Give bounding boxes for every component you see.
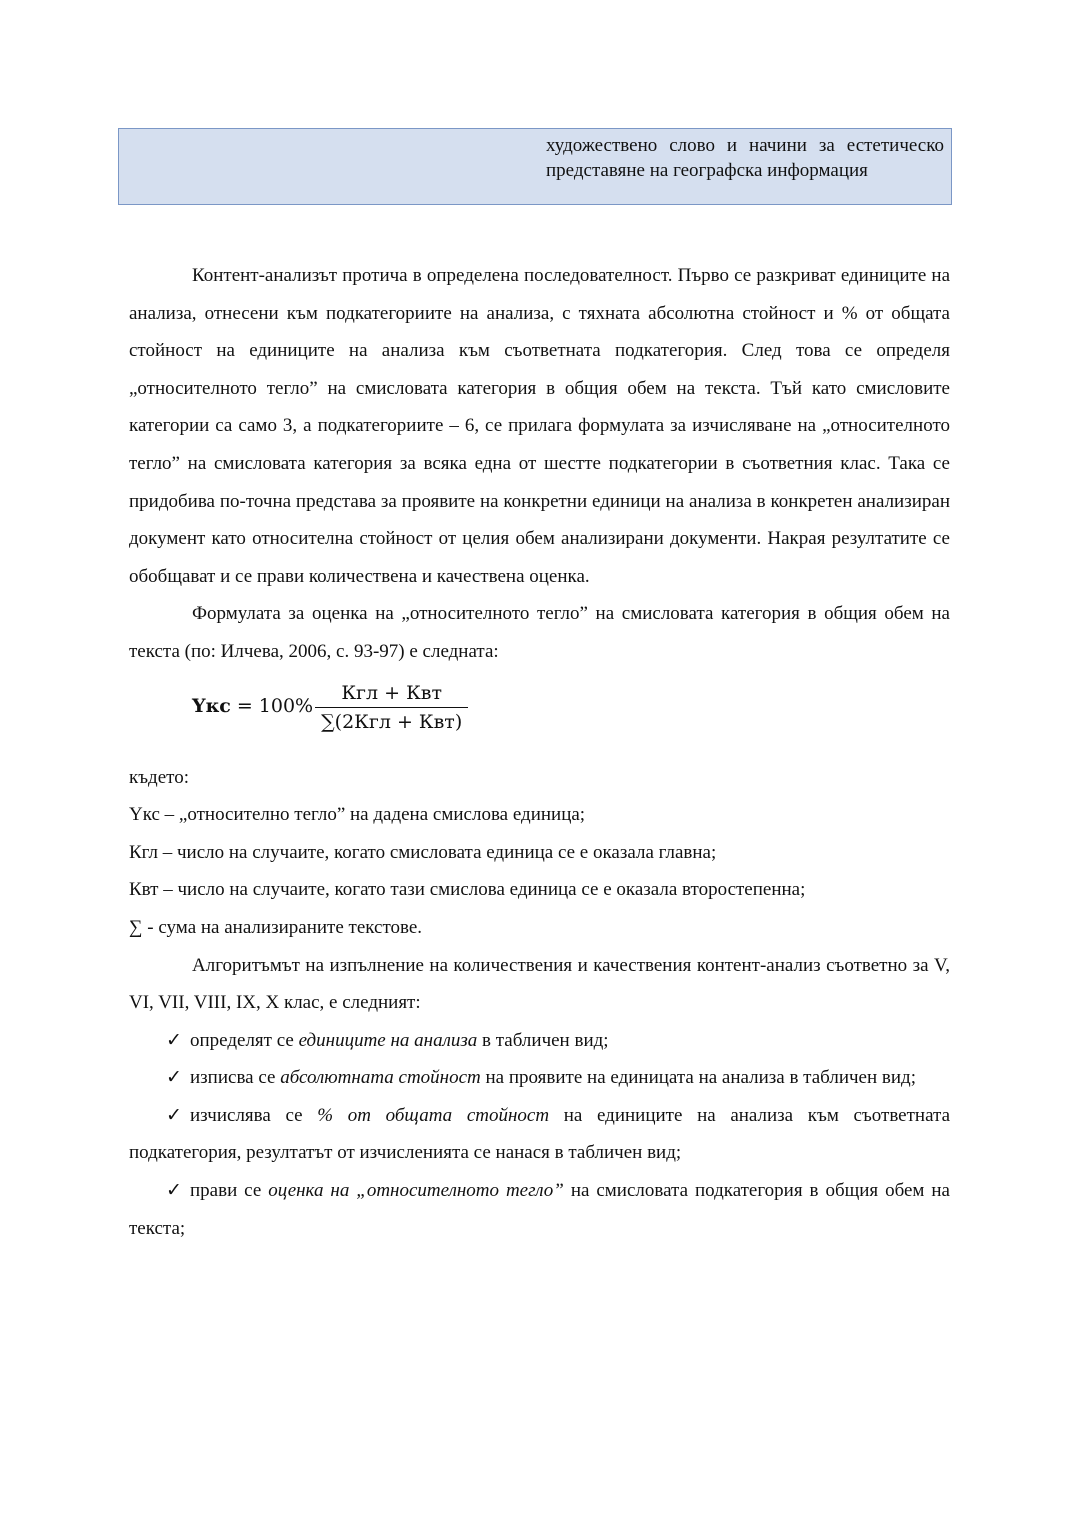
table-cell-right: художествено слово и начини за естетическо представяне на географска информация — [546, 135, 944, 181]
list-item — [129, 1172, 950, 1247]
definition-kgl: Кгл – число на случаите, когато смисловата единица се е оказала главна; — [129, 841, 717, 863]
list-item-emphasis: оценка на „относителното тегло” — [268, 1180, 564, 1202]
formula-denominator: ∑(2Кгл + Квт) — [321, 710, 463, 733]
list-item-text: прави се — [190, 1180, 269, 1202]
formula-fraction — [315, 679, 468, 736]
list-item-emphasis: % от общата стойност — [317, 1104, 550, 1126]
paragraph-formula-intro: Формулата за оценка на „относителното тегло” на смисловата категория в общия обем на текста (по: Илчева, 2006, с. 93-97) е следната: — [129, 603, 950, 662]
formula-factor: 100% — [258, 695, 314, 718]
definition-sum: ∑ - сума на анализираните текстове. — [129, 916, 423, 938]
list-item-text: на единиците на анализа към съответната подкатегория, резултатът от изчисленията се нанася в табличен вид; — [129, 1104, 950, 1164]
list-item-text: изписва се — [190, 1067, 281, 1089]
list-item — [129, 1097, 950, 1172]
formula-numerator: Кгл + Квт — [341, 681, 442, 704]
list-item — [129, 1059, 950, 1097]
checkmark-icon: ✓ — [166, 1029, 182, 1051]
formula — [129, 671, 950, 759]
paragraph-procedure: Контент-анализът протича в определена последователност. Първо се разкриват единиците на анализа, отнесени към подкатегориите на анализа, с тяхната абсолютна стойност и % от общата стойност на единиците на анализа към съответната подкатегория. След това се определя „относителното тегло” на смисловата категория в общия обем на текста. Тъй като смисловите категории са само 3, а подкатегориите – 6, се прилага формулата за изчисляване на „относителното тегло” на смисловата категория за всяка една от шестте подкатегории в съответния клас. Така се придобива по-точна представа за проявите на конкретни единици на анализа в конкретен анализиран документ като относителна стойност от целия обем анализирани документи. Накрая резултатите се обобщават и се прави количествена и качествена оценка. — [129, 265, 950, 587]
table-cell-left — [119, 129, 544, 204]
checkmark-icon: ✓ — [166, 1067, 182, 1089]
list-item-emphasis: абсолютната стойност — [280, 1067, 481, 1089]
list-item — [129, 1022, 950, 1060]
formula-lhs: Yкс — [192, 695, 231, 718]
list-item-text: изчислява се — [190, 1104, 318, 1126]
list-item-text: на проявите на единицата на анализа в табличен вид; — [480, 1067, 916, 1089]
list-item-text: определят се — [190, 1029, 299, 1051]
list-item-text: на смисловата подкатегория в общия обем на текста; — [129, 1180, 950, 1239]
document-body — [129, 257, 950, 1247]
checkmark-icon: ✓ — [166, 1180, 182, 1202]
definition-ykc: Yкс – „относително тегло” на дадена смислова единица; — [129, 804, 586, 826]
definition-where: където: — [129, 766, 189, 788]
formula-equals: = — [236, 695, 253, 718]
list-item-text: в табличен вид; — [477, 1029, 609, 1051]
list-item-emphasis: единиците на анализа — [298, 1029, 478, 1051]
paragraph-algorithm-intro: Алгоритъмът на изпълнение на количествения и качествения контент-анализ съответно за V, VI, VII, VIII, IX, X клас, е следният: — [129, 954, 950, 1014]
table-fragment — [118, 128, 952, 205]
checkmark-icon: ✓ — [166, 1104, 182, 1126]
definition-kvt: Квт – число на случаите, когато тази смислова единица се е оказала второстепенна; — [129, 879, 806, 901]
